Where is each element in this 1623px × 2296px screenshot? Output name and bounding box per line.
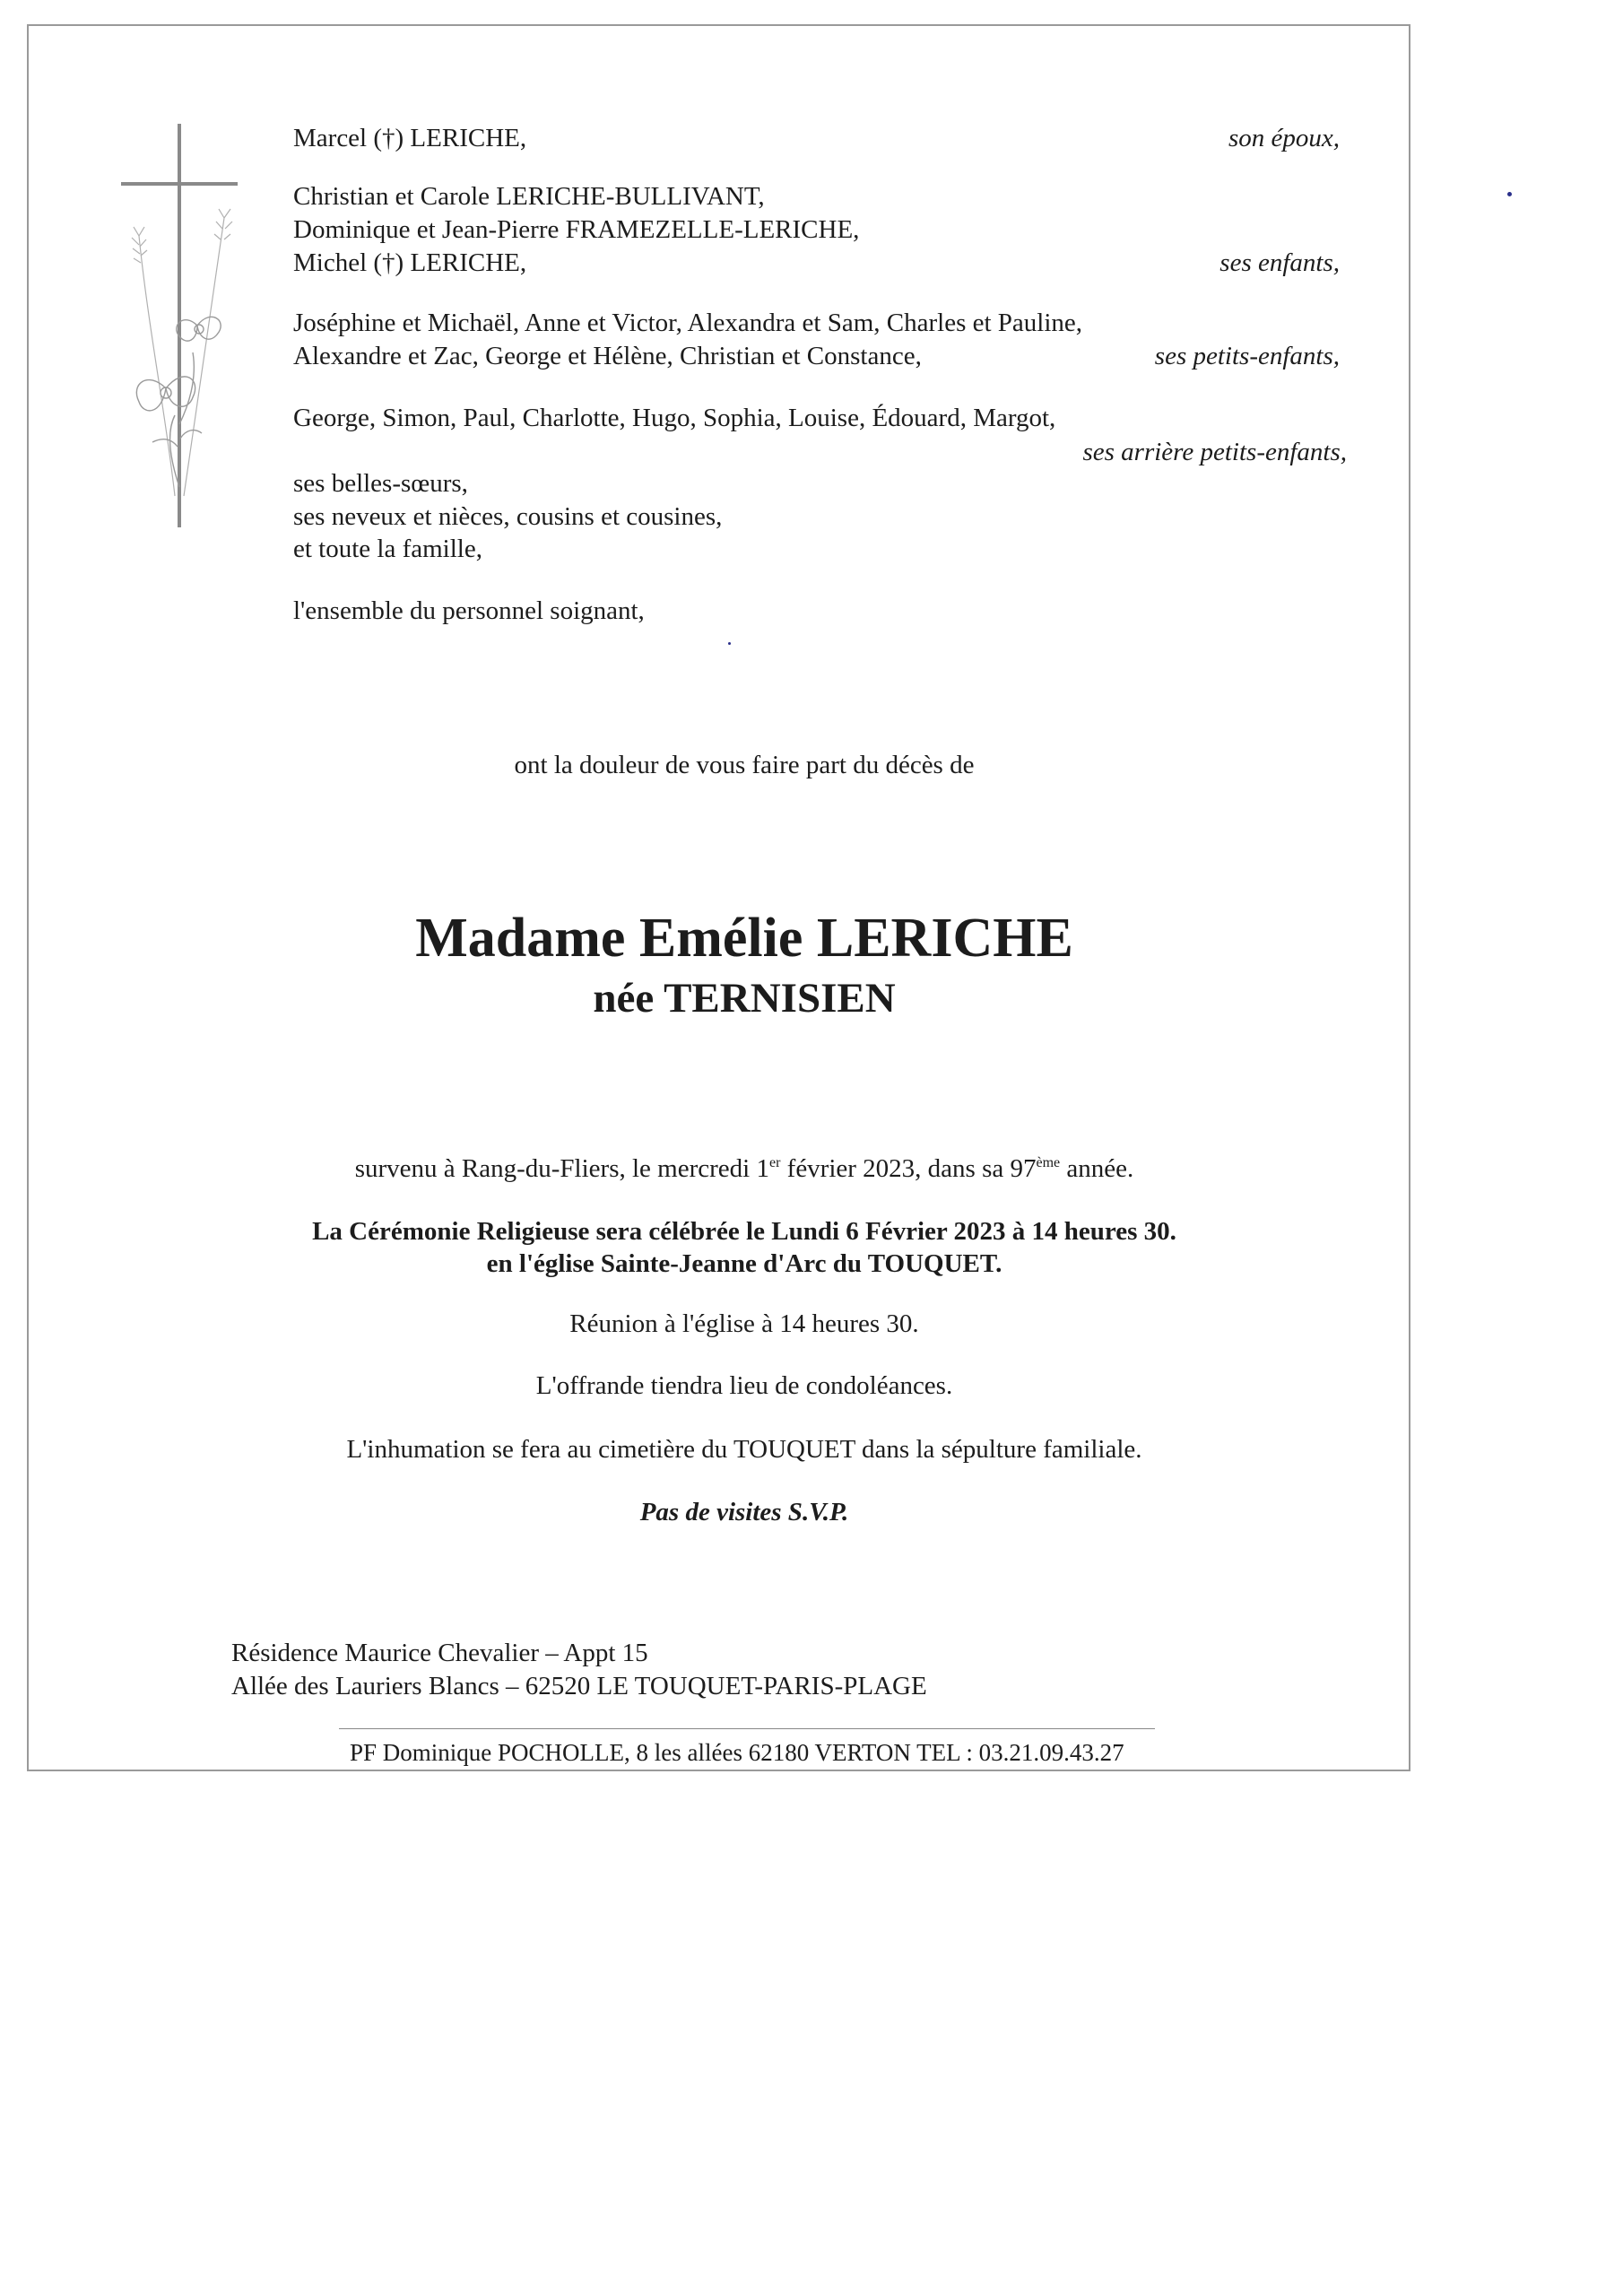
ceremony-line-2: en l'église Sainte-Jeanne d'Arc du TOUQUET. (486, 1249, 1002, 1278)
scan-speck (728, 642, 731, 645)
toute-la-famille: et toute la famille, (293, 535, 482, 563)
great-grandchildren-names: George, Simon, Paul, Charlotte, Hugo, Sophia, Louise, Édouard, Margot, (293, 404, 1056, 432)
children-role: ses enfants, (1219, 248, 1340, 277)
footer-divider (339, 1728, 1155, 1729)
address-line-1: Résidence Maurice Chevalier – Appt 15 (231, 1639, 648, 1667)
death-details (0, 1156, 1488, 1182)
child-name-1: Christian et Carole LERICHE-BULLIVANT, (293, 182, 765, 211)
death-mid: février 2023, dans sa 97 (780, 1154, 1037, 1183)
maiden-name: née TERNISIEN (593, 975, 896, 1022)
address-line-2: Allée des Lauriers Blancs – 62520 LE TOUQUET-PARIS-PLAGE (231, 1672, 927, 1700)
grandchildren-role: ses petits-enfants, (1154, 342, 1340, 370)
death-sup-first: er (768, 1155, 781, 1170)
cross-with-flowers-icon (112, 119, 265, 532)
death-prefix: survenu à Rang-du-Fliers, le mercredi 1 (354, 1154, 769, 1183)
deceased-name: Madame Emélie LERICHE (415, 908, 1073, 969)
burial-info: L'inhumation se fera au cimetière du TOUQUET dans la sépulture familiale. (346, 1435, 1142, 1464)
funeral-home-footer: PF Dominique POCHOLLE, 8 les allées 62180 VERTON TEL : 03.21.09.43.27 (350, 1739, 1124, 1766)
belles-soeurs: ses belles-sœurs, (293, 469, 468, 498)
no-visits-notice: Pas de visites S.V.P. (639, 1498, 849, 1526)
personnel-soignant: l'ensemble du personnel soignant, (293, 596, 645, 625)
scan-speck (1507, 192, 1512, 196)
spouse-name: Marcel (†) LERICHE, (293, 124, 527, 152)
meeting-info: Réunion à l'église à 14 heures 30. (569, 1309, 919, 1338)
death-sup-ordinal: ème (1036, 1155, 1061, 1170)
offering-info: L'offrande tiendra lieu de condoléances. (535, 1371, 953, 1400)
great-grandchildren-role: ses arrière petits-enfants, (1082, 438, 1347, 466)
child-name-2: Dominique et Jean-Pierre FRAMEZELLE-LERICHE, (293, 215, 860, 244)
grandchildren-line-2: Alexandre et Zac, George et Hélène, Christian et Constance, (293, 342, 922, 370)
announcement-intro: ont la douleur de vous faire part du décès de (514, 751, 975, 779)
child-name-3: Michel (†) LERICHE, (293, 248, 527, 277)
spouse-role: son époux, (1228, 124, 1340, 152)
ceremony-line-1: La Cérémonie Religieuse sera célébrée le Lundi 6 Février 2023 à 14 heures 30. (312, 1217, 1176, 1246)
grandchildren-line-1: Joséphine et Michaël, Anne et Victor, Alexandra et Sam, Charles et Pauline, (293, 309, 1083, 337)
death-suffix: année. (1060, 1154, 1134, 1183)
neveux-nieces: ses neveux et nièces, cousins et cousines, (293, 502, 723, 531)
